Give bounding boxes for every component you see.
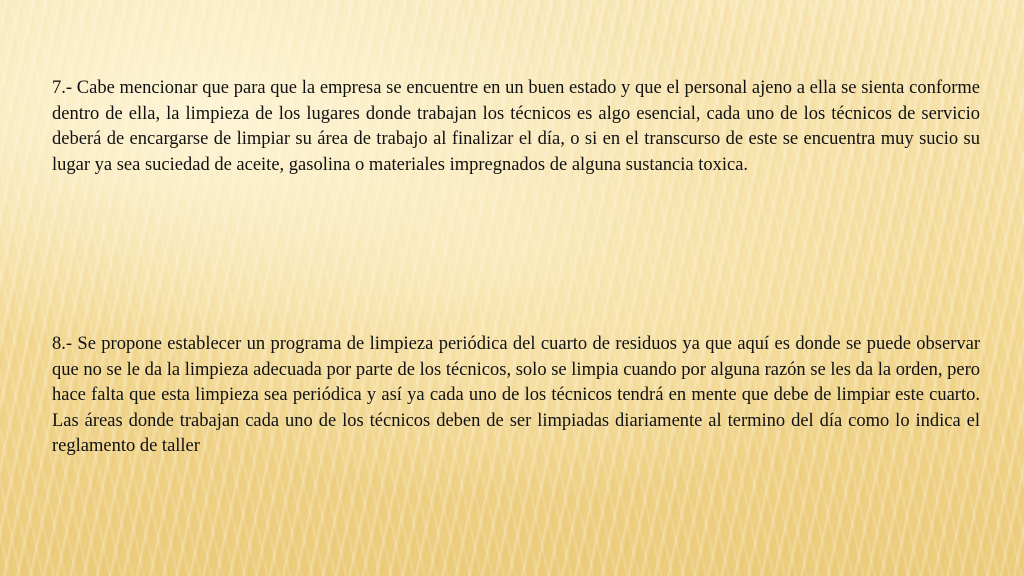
paragraph-7: 7.- Cabe mencionar que para que la empresa se encuentre en un buen estado y que el personal ajeno a ella se sienta conforme dentro de ella, la limpieza de los lugares donde trabajan los técnicos es algo esencial, cada uno de los técnicos de servicio deberá de encargarse de limpiar su área de trabajo al finalizar el día, o si en el transcurso de este se encuentra muy sucio su lugar ya sea suciedad de aceite, gasolina o materiales impregnados de alguna sustancia toxica.	[52, 78, 980, 175]
paragraph-8: 8.- Se propone establecer un programa de limpieza periódica del cuarto de residuos ya que aquí es donde se puede observar que no se le da la limpieza adecuada por parte de los técnicos, solo se limpia cuando por alguna razón se les da la orden, pero hace falta que esta limpieza sea periódica y así ya cada uno de los técnicos tendrá en mente que debe de limpiar este cuarto. Las áreas donde trabajan cada uno de los técnicos deben de ser limpiadas diariamente al termino del día como lo indica el reglamento de taller	[52, 334, 980, 456]
